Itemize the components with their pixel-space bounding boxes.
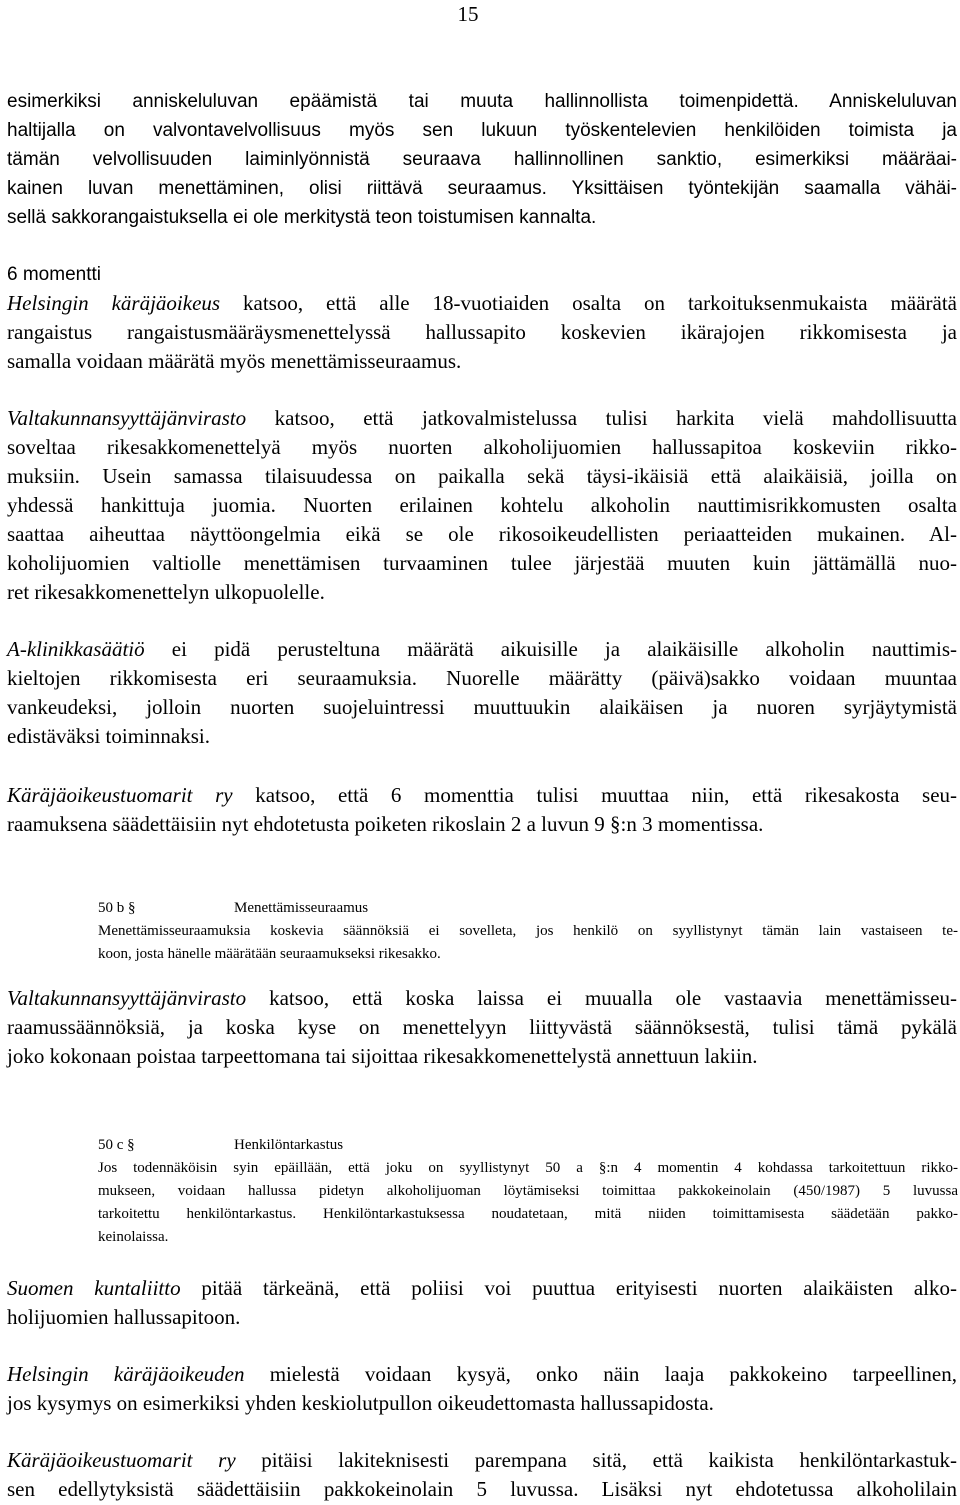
section-title: Menettämisseuraamus xyxy=(234,900,369,916)
text-line: Helsingin käräjäoikeus katsoo, että alle 18-vuotiaiden osalta on tarkoituksenmukaista määrätä xyxy=(7,291,957,315)
text-line: holijuomien hallussapitoon. xyxy=(7,1305,241,1329)
organization-name: Helsingin käräjäoikeus xyxy=(7,291,221,315)
text-line: Käräjäoikeustuomarit ry katsoo, että 6 momenttia tulisi muuttaa niin, että rikesakosta seu- xyxy=(7,783,958,807)
text-line: Valtakunnansyyttäjänvirasto katsoo, että koska laissa ei muualla ole vastaavia menettämisseu- xyxy=(7,986,957,1010)
quote-heading xyxy=(98,1134,958,1157)
text-line: kainen luvan menettäminen, olisi riittävä seuraamus. Yksittäisen työntekijän saamalla vähäi- xyxy=(7,178,957,199)
quote-line: koon, josta hänelle määrätään seuraamukseksi rikesakko. xyxy=(98,946,441,962)
organization-name: Valtakunnansyyttäjänvirasto xyxy=(7,986,247,1010)
quote-line: Jos todennäköisin syin epäillään, että joku on syyllistynyt 50 a §:n 4 momentin 4 kohdassa tarkoitettuun rikko- xyxy=(98,1160,958,1176)
text-line: A-klinikkasäätiö ei pidä perusteltuna määrätä aikuisille ja alaikäisille alkoholin nauttimis- xyxy=(7,637,957,661)
quote-line: mukseen, voidaan hallussa pidetyn alkoholijuoman löytämiseksi toimittaa pakkokeinolain (450/1987) 5 luvussa xyxy=(98,1183,958,1199)
paragraph-a-klinikkasaatio xyxy=(7,635,957,751)
quote-line: Menettämisseuraamuksia koskevia säännöksiä ei sovelleta, jos henkilö on syyllistynyt tämän lain vastaiseen te- xyxy=(98,923,958,939)
text-line: Suomen kuntaliitto pitää tärkeänä, että poliisi voi puuttua erityisesti nuorten alaikäisten alko- xyxy=(7,1276,957,1300)
text-line: ret rikesakkomenettelyn ulkopuolelle. xyxy=(7,580,325,604)
paragraph-karajaoikeustuomarit-2 xyxy=(7,1446,957,1504)
text-line: soveltaa rikesakkomenettelyä myös nuorten alkoholijuomien hallussapitoa koskeviin rikko- xyxy=(7,435,957,459)
text-line: samalla voidaan määrätä myös menettämisseuraamus. xyxy=(7,349,462,373)
text-line: vankeudeksi, jolloin nuorten suojeluintressi muuttuukin alaikäisen ja nuoren syrjäytymistä xyxy=(7,695,957,719)
page-number: 15 xyxy=(457,2,479,26)
organization-name: A-klinikkasäätiö xyxy=(7,637,145,661)
text-line: haltijalla on valvontavelvollisuus myös sen lukuun työskentelevien henkilöiden toimista ja xyxy=(7,120,957,141)
paragraph-helsingin-karajaoikeus xyxy=(7,1360,957,1418)
text-line: muksiin. Usein samassa tilaisuudessa on paikalla sekä täysi-ikäisiä että alaikäisiä, joilla on xyxy=(7,464,957,488)
quoted-section-50b xyxy=(98,897,958,966)
quote-line: tarkoitettu henkilöntarkastus. Henkilöntarkastuksessa noudatetaan, mitä niiden toimittamisesta säädetään pakko- xyxy=(98,1206,958,1222)
text-line: rangaistus rangaistusmääräysmenettelyssä hallussapito koskevien ikärajojen rikkomisesta ja xyxy=(7,320,957,344)
text-line: esimerkiksi anniskeluluvan epäämistä tai muuta hallinnollista toimenpidettä. Anniskeluluvan xyxy=(7,91,957,112)
paragraph-suomen-kuntaliitto xyxy=(7,1274,957,1332)
text-line: joko kokonaan poistaa tarpeettomana tai sijoittaa rikesakkomenettelystä annettuun lakiin. xyxy=(7,1044,758,1068)
text-line: jos kysymys on esimerkiksi yhden keskiolutpullon oikeudettomasta hallussapidosta. xyxy=(7,1391,714,1415)
text-line: Helsingin käräjäoikeuden mielestä voidaan kysyä, onko näin laaja pakkokeino tarpeellinen, xyxy=(7,1362,957,1386)
text-line: kieltojen rikkomisesta eri seuraamuksia. Nuorelle määrätty (päivä)sakko voidaan muuntaa xyxy=(7,666,957,690)
organization-name: Suomen kuntaliitto xyxy=(7,1276,181,1300)
text-line: saattaa aiheuttaa näyttöongelmia eikä se ole rikosoikeudellisten periaatteiden mukainen. Al- xyxy=(7,522,957,546)
text-line: raamuksena säädettäisiin nyt ehdotetusta poiketen rikoslain 2 a luvun 9 §:n 3 momentissa. xyxy=(7,812,764,836)
section-number: 50 b § xyxy=(98,900,136,916)
organization-name: Käräjäoikeustuomarit ry xyxy=(7,783,233,807)
text-line: koholijuomien valtiolle menettämisen turvaaminen tulee järjestää muuten kuin jättämällä nuo- xyxy=(7,551,957,575)
section-heading: 6 momentti xyxy=(7,264,101,285)
quote-heading xyxy=(98,897,958,920)
organization-name: Valtakunnansyyttäjänvirasto xyxy=(7,406,247,430)
text-line: sellä sakkorangaistuksella ei ole merkitystä teon toistumisen kannalta. xyxy=(7,207,597,228)
section-number: 50 c § xyxy=(98,1137,135,1153)
text-line: yhdessä hankittuja juomia. Nuorten erilainen kohtelu alkoholin nauttimisrikkomusten osalta xyxy=(7,493,957,517)
quote-line: keinolaissa. xyxy=(98,1229,169,1245)
text-line: edistäväksi toiminnaksi. xyxy=(7,724,210,748)
paragraph-valtakunnansyyttajanvirasto-2 xyxy=(7,984,957,1071)
paragraph-6-momentti xyxy=(7,260,957,376)
text-line: Käräjäoikeustuomarit ry pitäisi lakiteknisesti parempana sitä, että kaikista henkilöntarkastuk- xyxy=(7,1448,957,1472)
paragraph-karajaoikeustuomarit xyxy=(7,781,957,839)
section-title: Henkilöntarkastus xyxy=(234,1137,344,1153)
text-line: Valtakunnansyyttäjänvirasto katsoo, että jatkovalmistelussa tulisi harkita vielä mahdollisuutta xyxy=(7,406,957,430)
quoted-section-50c xyxy=(98,1134,958,1249)
organization-name: Käräjäoikeustuomarit ry xyxy=(7,1448,236,1472)
paragraph-valtakunnansyyttajanvirasto xyxy=(7,404,957,607)
paragraph-license-sanction xyxy=(7,87,957,232)
text-line: tämän velvollisuuden laiminlyönnistä seuraava hallinnollinen sanktio, esimerkiksi määräai- xyxy=(7,149,957,170)
text-line: raamussäännöksiä, ja koska kyse on menettelyyn liittyvästä säännöksestä, tulisi tämä pykälä xyxy=(7,1015,957,1039)
organization-name: Helsingin käräjäoikeuden xyxy=(7,1362,245,1386)
text-line: sen edellytyksistä säädettäisiin pakkokeinolain 5 luvussa. Lisäksi nyt ehdotetussa alkoholilain xyxy=(7,1477,957,1501)
